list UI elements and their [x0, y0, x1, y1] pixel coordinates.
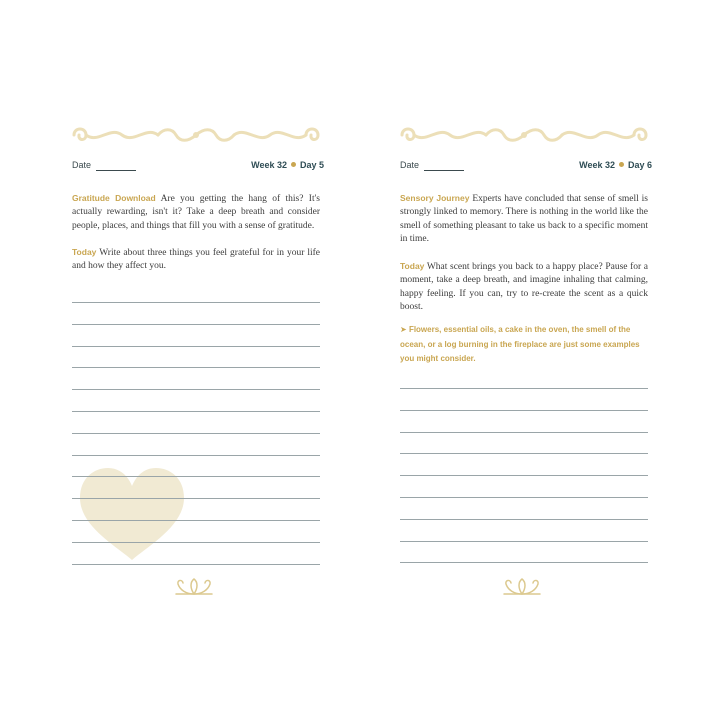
flourish-ornament-icon: [172, 574, 216, 600]
day-label: Day 6: [627, 160, 652, 170]
arrow-icon: ➤: [400, 325, 407, 334]
writing-line[interactable]: [400, 562, 648, 563]
week-day-label: [579, 160, 652, 170]
date-row: [72, 160, 324, 174]
writing-line[interactable]: [400, 432, 648, 433]
intro-keyword: Sensory Journey: [400, 193, 470, 203]
writing-line[interactable]: [400, 497, 648, 498]
date-label: Date: [72, 160, 92, 170]
today-text: Write about three things you feel grateful for in your life and how they affect you.: [72, 248, 320, 272]
writing-line[interactable]: [72, 411, 320, 412]
date-row: [400, 160, 652, 174]
writing-line[interactable]: [72, 476, 320, 477]
week-label: Week 32: [251, 160, 287, 170]
day-label: Day 5: [299, 160, 324, 170]
left-journal-page: [68, 0, 328, 720]
week-label: Week 32: [579, 160, 615, 170]
writing-line[interactable]: [72, 520, 320, 521]
writing-line[interactable]: [72, 455, 320, 456]
intro-text: Are you getting the hang of this? It's actually rewarding, isn't it? Take a deep breath and consider people, places, and things that fill you with a sense of gratitude.: [72, 194, 321, 231]
writing-line[interactable]: [400, 519, 648, 520]
flourish-ornament-icon: [500, 574, 544, 600]
date-label: Date: [400, 160, 420, 170]
writing-line[interactable]: [72, 564, 320, 565]
bullet-dot-icon: [291, 162, 296, 167]
writing-line[interactable]: [72, 498, 320, 499]
tip-text: Flowers, essential oils, a cake in the oven, the smell of the ocean, or a log burning in the fireplace are just some examples you might consider.: [400, 325, 640, 363]
writing-line[interactable]: [72, 433, 320, 434]
intro-paragraph: [400, 192, 648, 247]
intro-text: Experts have concluded that sense of smell is strongly linked to memory. There is nothing in the world like the smell of something pleasant to take us back to a specific moment in time.: [400, 194, 648, 245]
date-input-line[interactable]: [96, 170, 136, 171]
today-paragraph: [72, 246, 320, 274]
writing-line[interactable]: [400, 388, 648, 389]
writing-line[interactable]: [72, 389, 320, 390]
intro-keyword: Gratitude Download: [72, 193, 156, 203]
writing-lines[interactable]: [72, 302, 320, 565]
writing-line[interactable]: [72, 542, 320, 543]
writing-line[interactable]: [72, 367, 320, 368]
today-keyword: Today: [400, 261, 425, 271]
writing-lines[interactable]: [400, 388, 648, 563]
writing-line[interactable]: [400, 453, 648, 454]
writing-line[interactable]: [400, 475, 648, 476]
writing-line[interactable]: [400, 541, 648, 542]
writing-line[interactable]: [72, 302, 320, 303]
writing-line[interactable]: [72, 346, 320, 347]
intro-paragraph: [72, 192, 320, 233]
ornament-divider-icon: [68, 124, 324, 146]
writing-line[interactable]: [400, 410, 648, 411]
tip-paragraph: [400, 323, 648, 367]
today-text: What scent brings you back to a happy place? Pause for a moment, take a deep breath, and imagine inhaling that calming, happy feeling. If you can, try to re-create the scent as a quick boost.: [400, 262, 648, 313]
ornament-divider-icon: [396, 124, 652, 146]
right-journal-page: [396, 0, 656, 720]
week-day-label: [251, 160, 324, 170]
writing-line[interactable]: [72, 324, 320, 325]
today-keyword: Today: [72, 247, 97, 257]
today-paragraph: [400, 260, 648, 315]
date-input-line[interactable]: [424, 170, 464, 171]
bullet-dot-icon: [619, 162, 624, 167]
